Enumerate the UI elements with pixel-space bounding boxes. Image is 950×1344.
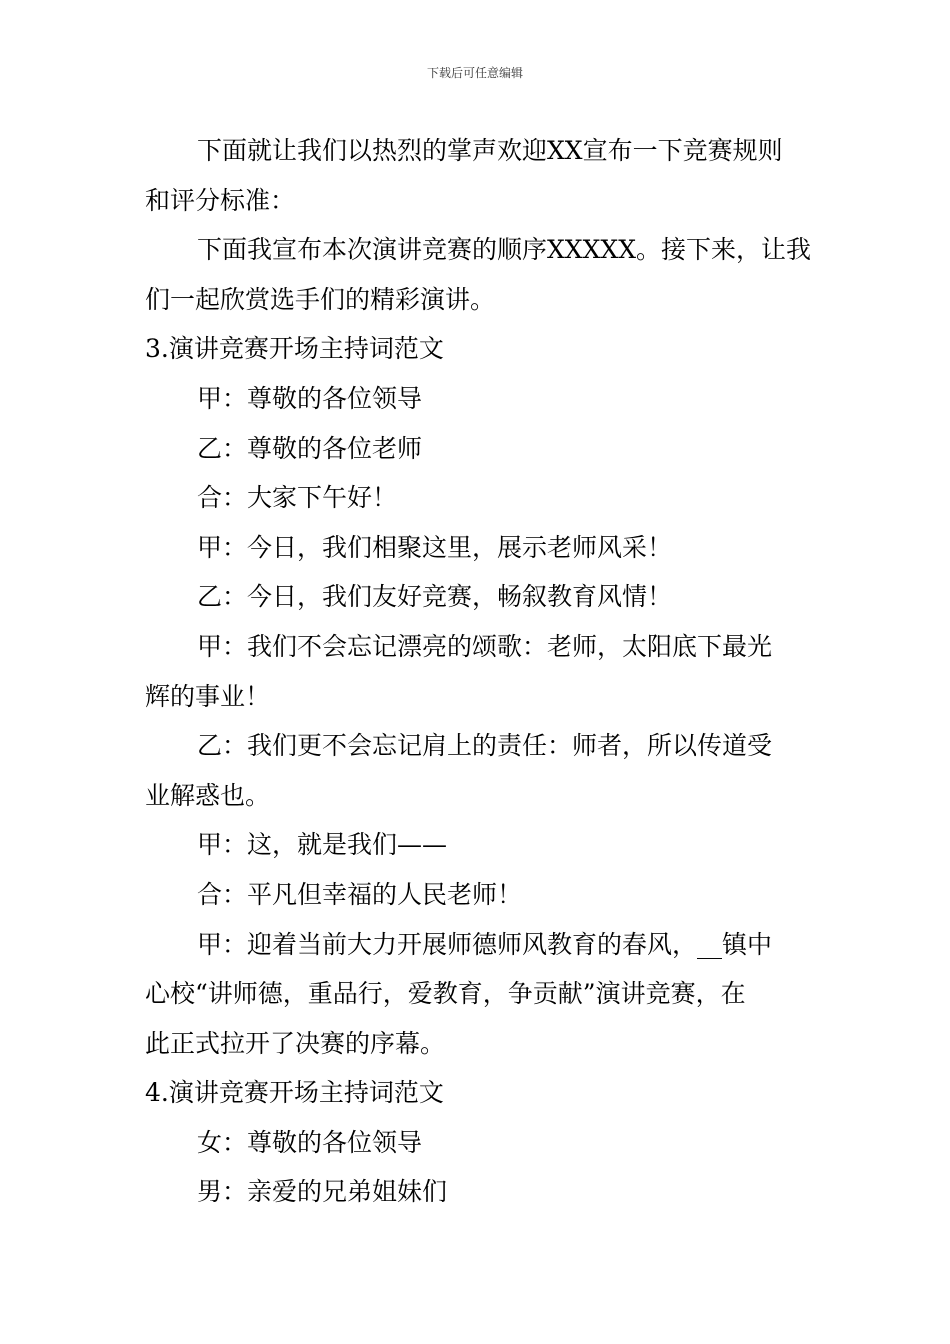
paragraph-line: 们一起欣赏选手们的精彩演讲。 xyxy=(145,284,496,314)
dialogue-line: 合：平凡但幸福的人民老师！ xyxy=(197,879,523,909)
dialogue-line: 甲：尊敬的各位领导 xyxy=(197,383,423,413)
section-heading: 3.演讲竞赛开场主持词范文 xyxy=(145,334,444,364)
paragraph-line: 下面就让我们以热烈的掌声欢迎XX宣布一下竞赛规则 xyxy=(197,136,783,165)
dialogue-line: 合：大家下午好！ xyxy=(197,483,398,513)
dialogue-line: 甲：这，就是我们—— xyxy=(197,830,448,860)
paragraph-line: 和评分标准： xyxy=(145,185,296,215)
dialogue-line: 心校“讲师德，重品行，爱教育，争贡献”演讲竞赛，在 xyxy=(145,979,746,1009)
dialogue-line: 男：亲爱的兄弟姐妹们 xyxy=(197,1177,448,1207)
dialogue-line: 女：尊敬的各位领导 xyxy=(197,1127,423,1157)
paragraph-line: 下面我宣布本次演讲竞赛的顺序XXXXX。接下来，让我 xyxy=(197,235,811,265)
dialogue-line: 甲：迎着当前大力开展师德师风教育的春风，__镇中 xyxy=(197,929,773,959)
page-header: 下载后可任意编辑 xyxy=(426,66,523,80)
dialogue-line: 辉的事业！ xyxy=(145,681,271,711)
document-body xyxy=(145,126,810,1217)
section-heading: 4.演讲竞赛开场主持词范文 xyxy=(145,1078,444,1108)
dialogue-line: 业解惑也。 xyxy=(145,780,271,810)
dialogue-line: 乙：今日，我们友好竞赛，畅叙教育风情！ xyxy=(197,582,673,612)
dialogue-line: 乙：我们更不会忘记肩上的责任：师者，所以传道受 xyxy=(197,731,773,761)
dialogue-line: 乙：尊敬的各位老师 xyxy=(197,433,423,463)
dialogue-line: 甲：今日，我们相聚这里，展示老师风采！ xyxy=(197,532,673,562)
dialogue-line: 此正式拉开了决赛的序幕。 xyxy=(145,1028,446,1058)
dialogue-line: 甲：我们不会忘记漂亮的颂歌：老师，太阳底下最光 xyxy=(197,631,773,661)
